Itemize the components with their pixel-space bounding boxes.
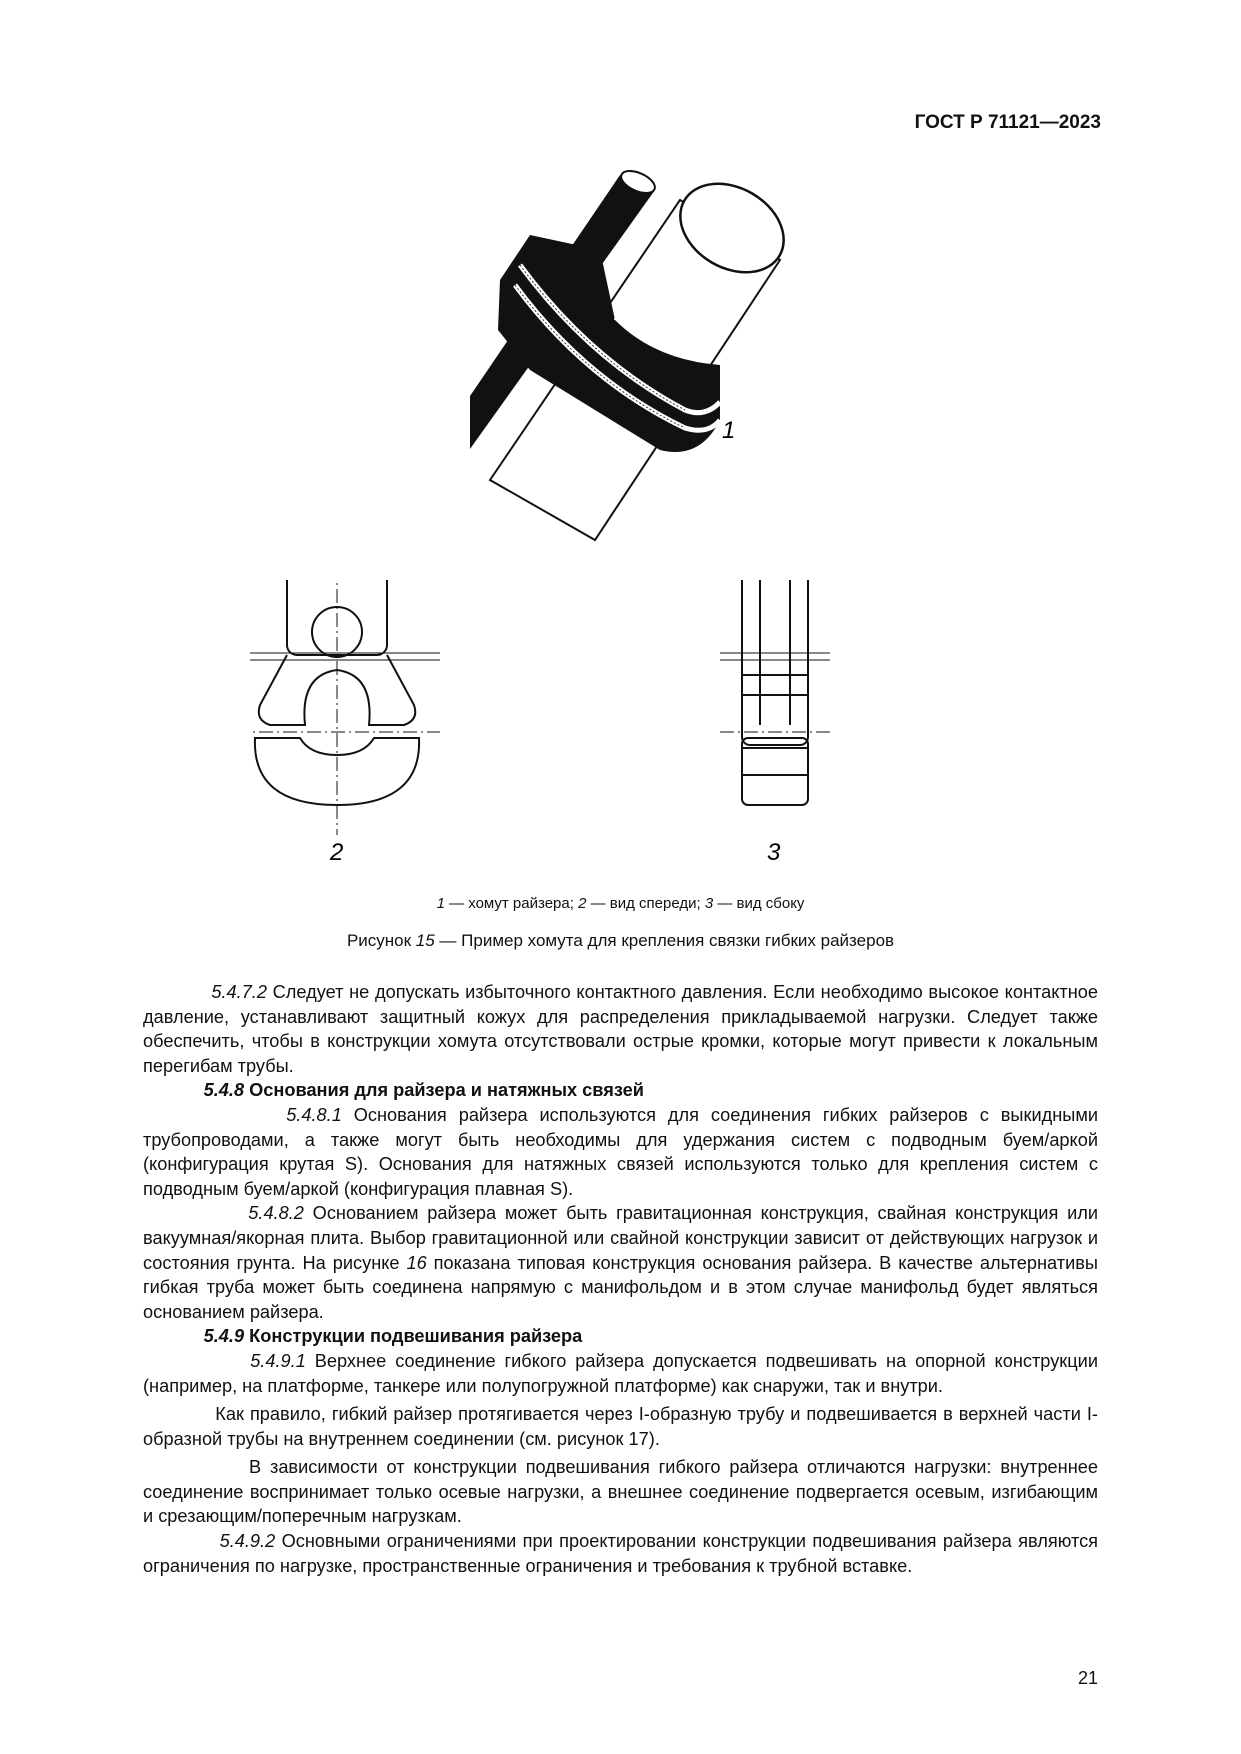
paragraph-loads: В зависимости от конструкции подвешивания гибкого райзера отличаются нагрузки: внутреннее соединение воспринимает только осевые нагрузки, а внешнее соединение подвергается осевым, изгибающим и срезающим/поперечным нагрузкам. bbox=[143, 1457, 1098, 1527]
label-1: 1 bbox=[722, 417, 736, 444]
label-2: 2 bbox=[330, 839, 344, 866]
paragraph-5-4-9-1: 5.4.9.1 Верхнее соединение гибкого райзера допускается подвешивать на опорной конструкции (например, на платформе, танкере или полупогружной платформе) как снаружи, так и внутри. bbox=[143, 1350, 1098, 1396]
figure-caption: Рисунок 15 — Пример хомута для крепления связки гибких райзеров bbox=[346, 931, 895, 950]
heading-5-4-8: 5.4.8 Основания для райзера и натяжных связей bbox=[203, 1080, 644, 1101]
clamp-isometric-drawing bbox=[470, 170, 890, 600]
label-3: 3 bbox=[767, 839, 781, 866]
clamp-orthographic-views bbox=[250, 580, 950, 880]
paragraph-5-4-8-1: 5.4.8.1 Основания райзера используются для соединения гибких райзеров с выкидными трубопроводами, а также могут быть необходимы для удержания систем с подводным буем/аркой (конфигурация крутая S). Основания для натяжных связей используются только для крепления систем с подводным буем/аркой (конфигурация плавная S). bbox=[143, 1104, 1098, 1199]
side-view bbox=[720, 580, 830, 805]
heading-5-4-9: 5.4.9 Конструкции подвешивания райзера bbox=[203, 1326, 583, 1347]
page-number: 21 bbox=[1077, 1668, 1098, 1688]
paragraph-5-4-9-2: 5.4.9.2 Основными ограничениями при проектировании конструкции подвешивания райзера являются ограничения по нагрузке, пространственные ограничения и требования к трубной вставке. bbox=[143, 1531, 1099, 1576]
document-header: ГОСТ Р 71121—2023 bbox=[914, 112, 1101, 133]
figure-key: 1 — хомут райзера; 2 — вид спереди; 3 — вид сбоку bbox=[436, 895, 805, 912]
front-view bbox=[250, 580, 440, 835]
paragraph-5-4-7-2: 5.4.7.2 Следует не допускать избыточного контактного давления. Если необходимо высокое контактное давление, устанавливают защитный кожух для распределения прикладываемой нагрузки. Следует также обеспечить, чтобы в конструкции хомута отсутствовали острые кромки, которые могут привести к локальным перегибам трубы. bbox=[143, 982, 1098, 1076]
paragraph-i-tube: Как правило, гибкий райзер протягивается через I-образную трубу и подвешивается в верхней части I-образной трубы на внутреннем соединении (см. рисунок 17). bbox=[143, 1404, 1098, 1449]
paragraph-5-4-8-2: 5.4.8.2 Основанием райзера может быть гравитационная конструкция, свайная конструкция или вакуумная/якорная плита. Выбор гравитационной или свайной конструкции зависит от действующих нагрузок и состояния грунта. На рисунке 16 показана типовая конструкция основания райзера. В качестве альтернативы гибкая труба может быть соединена напрямую с манифольдом и в этом случае манифольд будет являться основанием райзера. bbox=[143, 1203, 1098, 1322]
body-text bbox=[143, 980, 1098, 1578]
